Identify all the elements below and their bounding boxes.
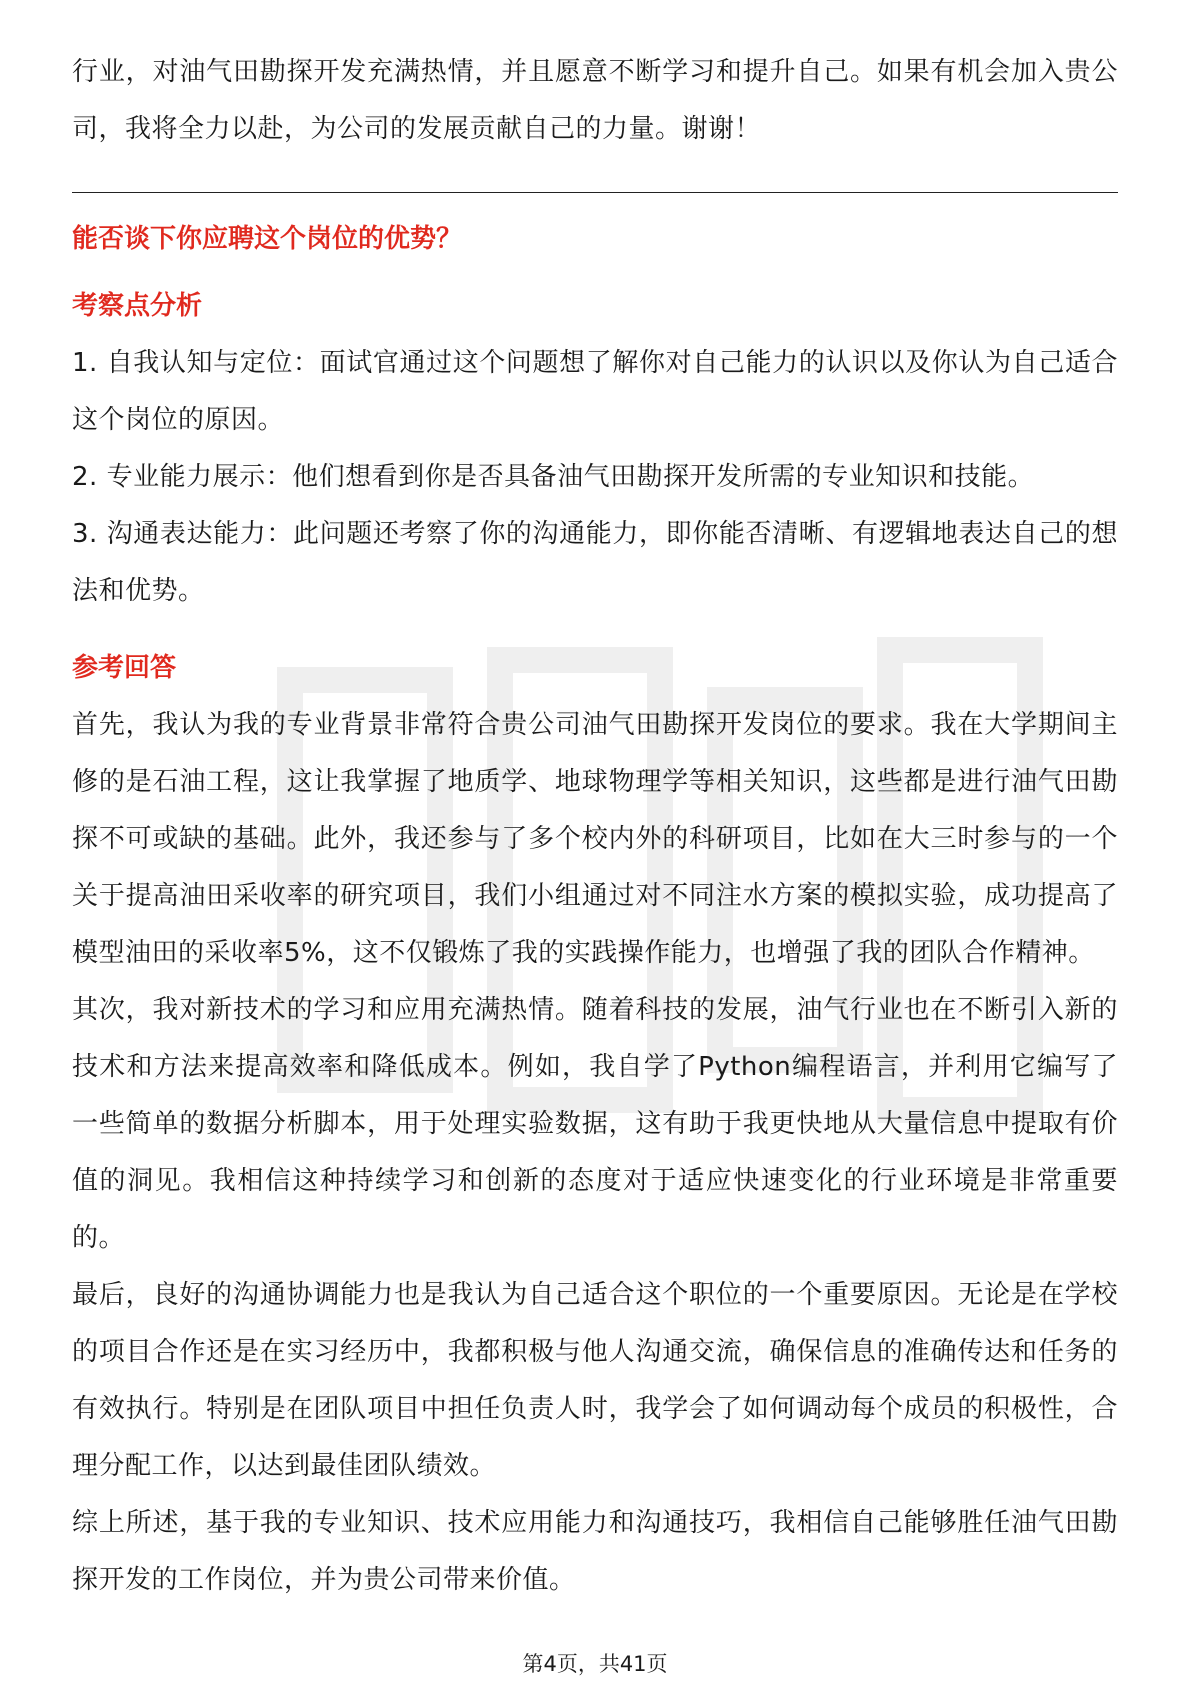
intro-continuation: 行业，对油气田勘探开发充满热情，并且愿意不断学习和提升自己。如果有机会加入贵公司，我将全力以赴，为公司的发展贡献自己的力量。谢谢！ [72, 57, 1118, 144]
analysis-item: 1. 自我认知与定位：面试官通过这个问题想了解你对自己能力的认识以及你认为自己适合这个岗位的原因。 [72, 348, 1118, 435]
analysis-item: 3. 沟通表达能力：此问题还考察了你的沟通能力，即你能否清晰、有逻辑地表达自己的想法和优势。 [72, 519, 1118, 606]
document-page [72, 44, 1118, 1609]
analysis-item: 2. 专业能力展示：他们想看到你是否具备油气田勘探开发所需的专业知识和技能。 [72, 462, 1035, 492]
question-title: 能否谈下你应聘这个岗位的优势？ [72, 224, 463, 254]
analysis-heading: 考察点分析 [72, 291, 203, 321]
answer-heading: 参考回答 [72, 653, 177, 683]
section-divider [72, 192, 1118, 193]
answer-paragraph: 最后，良好的沟通协调能力也是我认为自己适合这个职位的一个重要原因。无论是在学校的项目合作还是在实习经历中，我都积极与他人沟通交流，确保信息的准确传达和任务的有效执行。特别是在团队项目中担任负责人时，我学会了如何调动每个成员的积极性，合理分配工作，以达到最佳团队绩效。 [72, 1280, 1118, 1481]
answer-paragraph: 首先，我认为我的专业背景非常符合贵公司油气田勘探开发岗位的要求。我在大学期间主修的是石油工程，这让我掌握了地质学、地球物理学等相关知识，这些都是进行油气田勘探不可或缺的基础。此外，我还参与了多个校内外的科研项目，比如在大三时参与的一个关于提高油田采收率的研究项目，我们小组通过对不同注水方案的模拟实验，成功提高了模型油田的采收率5%，这不仅锻炼了我的实践操作能力，也增强了我的团队合作精神。 [72, 710, 1118, 968]
analysis-list [72, 335, 1118, 620]
page-number: 第4页，共41页 [522, 1652, 668, 1676]
answer-paragraph: 其次，我对新技术的学习和应用充满热情。随着科技的发展，油气行业也在不断引入新的技术和方法来提高效率和降低成本。例如，我自学了Python编程语言，并利用它编写了一些简单的数据分析脚本，用于处理实验数据，这有助于我更快地从大量信息中提取有价值的洞见。我相信这种持续学习和创新的态度对于适应快速变化的行业环境是非常重要的。 [72, 995, 1118, 1253]
answer-paragraph: 综上所述，基于我的专业知识、技术应用能力和沟通技巧，我相信自己能够胜任油气田勘探开发的工作岗位，并为贵公司带来价值。 [72, 1508, 1118, 1595]
